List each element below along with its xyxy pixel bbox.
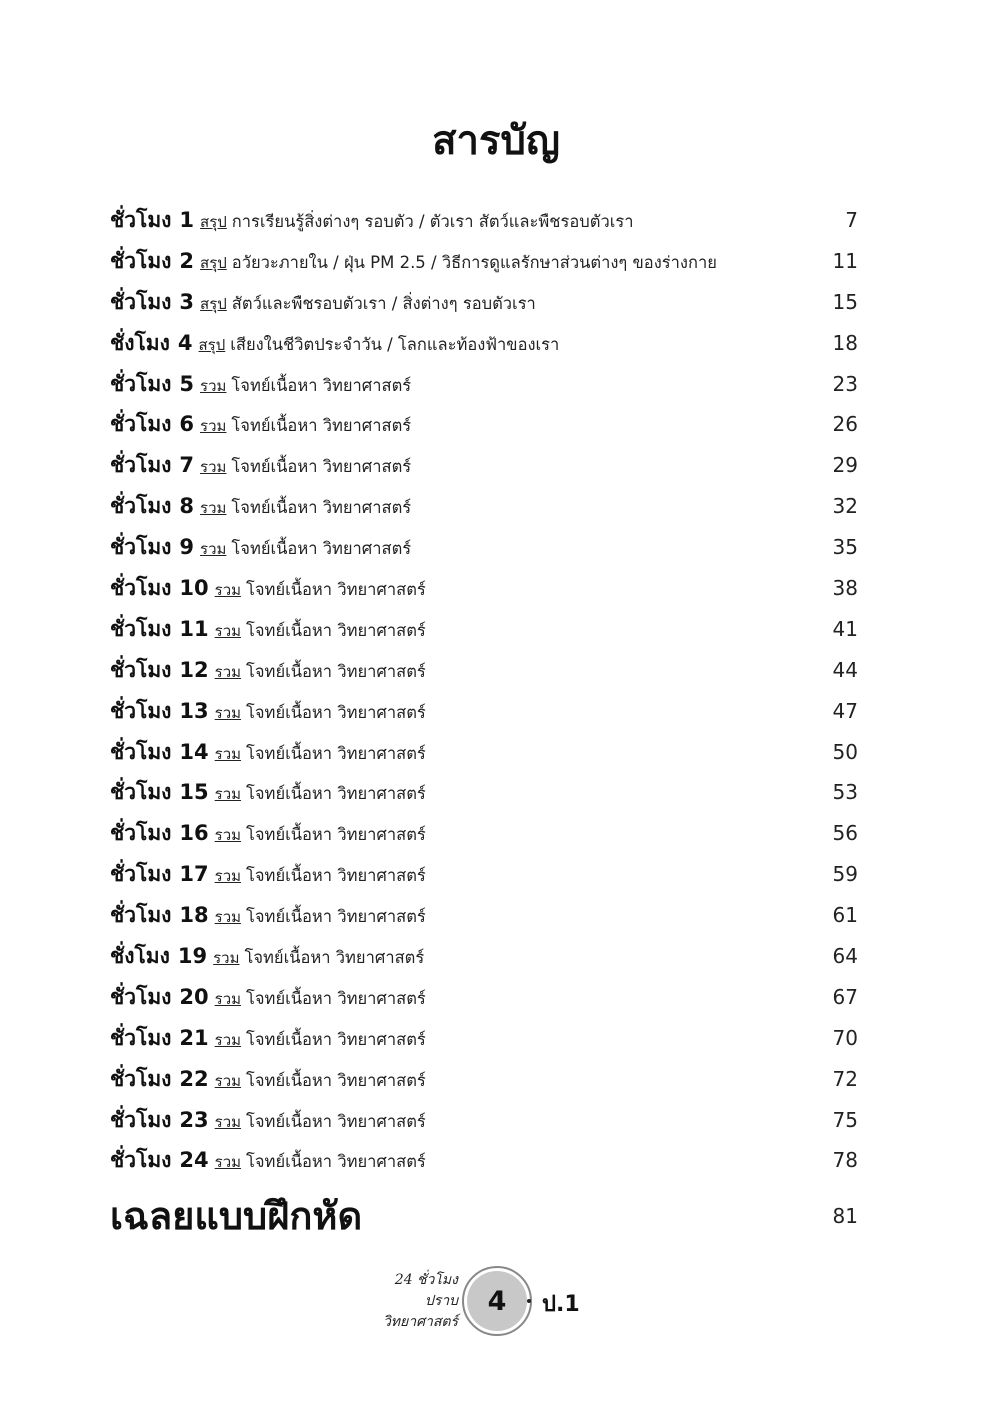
toc-entry-topic: อวัยวะภายใน / ฝุ่น PM 2.5 / วิธีการดูแลรักษาส่วนต่างๆ ของร่างกาย [231, 252, 717, 272]
toc-entry-type: รวม [214, 826, 242, 845]
toc-hour-number: 5 [179, 371, 195, 396]
toc-hour-number: 1 [179, 208, 195, 232]
toc-entry[interactable] [110, 813, 858, 854]
toc-entry-type: รวม [200, 540, 227, 559]
toc-hour-label: ชั่วโมง [110, 1148, 172, 1173]
toc-entry[interactable] [110, 1100, 858, 1141]
toc-hour-label: ชั่วโมง [110, 535, 172, 560]
page-number: 4 [467, 1271, 527, 1331]
toc-entry[interactable] [110, 854, 858, 895]
toc-entry-type: สรุป [200, 213, 227, 231]
toc-page-number: 56 [832, 821, 858, 846]
grade-label: ป.1 [542, 1292, 580, 1317]
toc-entry-type: รวม [214, 1071, 242, 1090]
toc-entry-topic: โจทย์เนื้อหา วิทยาศาสตร์ [231, 457, 412, 477]
table-of-contents [110, 200, 858, 1181]
toc-page-number: 11 [832, 248, 858, 273]
toc-entry-type: รวม [214, 1112, 242, 1131]
toc-entry[interactable] [110, 445, 858, 486]
toc-hour-number: 2 [179, 248, 195, 273]
toc-page-number: 75 [832, 1107, 858, 1132]
toc-hour-label: ชั่วโมง [110, 862, 172, 887]
toc-entry[interactable] [110, 404, 858, 445]
toc-page-number: 50 [832, 739, 858, 764]
toc-entry-topic: โจทย์เนื้อหา วิทยาศาสตร์ [244, 948, 425, 968]
footer-book-line: วิทยาศาสตร์ [382, 1314, 458, 1330]
toc-entry-topic: โจทย์เนื้อหา วิทยาศาสตร์ [246, 620, 426, 640]
toc-hour-number: 15 [179, 780, 209, 805]
toc-page-number: 64 [832, 944, 858, 969]
toc-entry[interactable] [110, 1059, 858, 1100]
footer-book-line: ปราบ [424, 1293, 458, 1309]
answer-key-entry[interactable] [110, 1188, 858, 1248]
toc-hour-number: 18 [179, 903, 209, 928]
toc-hour-number: 17 [179, 862, 209, 887]
toc-page-number: 53 [832, 780, 858, 805]
toc-entry-topic: โจทย์เนื้อหา วิทยาศาสตร์ [246, 825, 426, 845]
toc-entry[interactable] [110, 1140, 858, 1181]
toc-page-number: 32 [832, 494, 858, 519]
toc-hour-label: ชั่งโมง [110, 944, 170, 969]
answer-key-page-number: 81 [832, 1204, 858, 1228]
toc-entry-topic: โจทย์เนื้อหา วิทยาศาสตร์ [246, 1029, 426, 1049]
toc-entry-topic: โจทย์เนื้อหา วิทยาศาสตร์ [246, 743, 426, 763]
toc-hour-label: ชั่วโมง [110, 780, 172, 805]
toc-entry-type: สรุป [198, 335, 226, 354]
toc-hour-number: 16 [179, 821, 209, 846]
toc-hour-number: 19 [177, 944, 208, 969]
toc-entry-type: รวม [214, 744, 242, 763]
toc-hour-label: ชั่วโมง [110, 576, 172, 601]
toc-hour-number: 21 [179, 1025, 209, 1050]
toc-hour-number: 23 [179, 1107, 209, 1132]
toc-hour-number: 9 [179, 535, 195, 560]
toc-hour-label: ชั่วโมง [110, 289, 172, 314]
toc-entry[interactable] [110, 282, 858, 323]
toc-hour-label: ชั่วโมง [110, 248, 172, 273]
toc-page-number: 41 [832, 616, 858, 641]
toc-entry[interactable] [110, 1018, 858, 1059]
page-number-badge [462, 1266, 532, 1336]
toc-entry-type: รวม [200, 417, 227, 436]
toc-entry-type: รวม [214, 1153, 242, 1172]
toc-hour-label: ชั่วโมง [110, 1107, 172, 1132]
toc-entry-topic: โจทย์เนื้อหา วิทยาศาสตร์ [231, 416, 412, 436]
toc-hour-number: 14 [179, 739, 209, 764]
toc-entry-topic: โจทย์เนื้อหา วิทยาศาสตร์ [231, 498, 412, 518]
toc-hour-label: ชั่วโมง [110, 208, 172, 232]
toc-hour-label: ชั่วโมง [110, 903, 172, 928]
toc-page-number: 15 [832, 289, 858, 314]
footer-dot [527, 1299, 531, 1303]
toc-hour-label: ชั่วโมง [110, 371, 172, 396]
toc-hour-label: ชั่วโมง [110, 984, 172, 1009]
toc-hour-number: 7 [179, 453, 195, 478]
toc-entry[interactable] [110, 936, 858, 977]
toc-entry-type: รวม [200, 458, 227, 477]
toc-page-number: 26 [832, 412, 858, 437]
toc-entry-topic: เสียงในชีวิตประจำวัน / โลกและท้องฟ้าของเรา [230, 334, 560, 354]
toc-page-number: 35 [832, 535, 858, 560]
toc-hour-label: ชั่วโมง [110, 1066, 172, 1091]
toc-entry-type: รวม [213, 949, 240, 968]
toc-entry[interactable] [110, 241, 858, 282]
toc-entry-type: รวม [200, 499, 227, 518]
toc-page-number: 61 [832, 903, 858, 928]
toc-entry[interactable] [110, 323, 858, 364]
toc-entry-type: รวม [214, 662, 242, 681]
toc-hour-label: ชั่วโมง [110, 453, 172, 478]
page-title: สารบัญ [432, 118, 560, 164]
toc-entry-topic: โจทย์เนื้อหา วิทยาศาสตร์ [246, 784, 426, 804]
toc-hour-number: 10 [179, 576, 209, 601]
toc-page-number: 72 [832, 1066, 858, 1091]
toc-hour-label: ชั่วโมง [110, 698, 172, 723]
footer-book-line: 24 ชั่วโมง [394, 1272, 458, 1288]
toc-entry[interactable] [110, 568, 858, 609]
toc-page-number: 59 [832, 862, 858, 887]
toc-hour-number: 12 [179, 657, 209, 682]
toc-entry-topic: โจทย์เนื้อหา วิทยาศาสตร์ [246, 1070, 426, 1090]
toc-entry-type: รวม [214, 989, 242, 1008]
toc-hour-number: 13 [179, 698, 209, 723]
toc-hour-number: 11 [179, 616, 209, 641]
answer-key-label: เฉลยแบบฝึกหัด [110, 1194, 363, 1238]
toc-entry-type: รวม [214, 867, 242, 886]
toc-entry[interactable] [110, 527, 858, 568]
toc-entry[interactable] [110, 732, 858, 773]
toc-page-number: 70 [832, 1025, 858, 1050]
toc-entry-topic: โจทย์เนื้อหา วิทยาศาสตร์ [246, 907, 426, 927]
toc-page-number: 7 [845, 208, 858, 232]
toc-entry-type: สรุป [200, 253, 227, 272]
toc-entry-topic: โจทย์เนื้อหา วิทยาศาสตร์ [246, 988, 426, 1008]
toc-hour-number: 3 [179, 289, 195, 314]
toc-entry[interactable] [110, 200, 858, 241]
toc-entry[interactable] [110, 691, 858, 732]
toc-page-number: 29 [832, 453, 858, 478]
toc-entry[interactable] [110, 486, 858, 527]
footer-book-title [370, 1270, 458, 1333]
toc-entry-topic: โจทย์เนื้อหา วิทยาศาสตร์ [246, 661, 426, 681]
toc-entry-type: รวม [214, 1030, 242, 1049]
toc-entry-topic: การเรียนรู้สิ่งต่างๆ รอบตัว / ตัวเรา สัตว์และพืชรอบตัวเรา [231, 212, 634, 231]
toc-entry[interactable] [110, 977, 858, 1018]
toc-page-number: 47 [832, 698, 858, 723]
toc-hour-label: ชั่วโมง [110, 412, 172, 437]
toc-entry-type: รวม [214, 908, 242, 927]
toc-hour-number: 6 [179, 412, 195, 437]
toc-page-number: 18 [832, 330, 858, 355]
toc-hour-number: 24 [179, 1148, 209, 1173]
toc-entry-type: รวม [200, 376, 227, 395]
toc-page-number: 23 [832, 371, 858, 396]
toc-hour-label: ชั่วโมง [110, 657, 172, 682]
toc-entry-topic: โจทย์เนื้อหา วิทยาศาสตร์ [246, 702, 426, 722]
toc-hour-label: ชั่งโมง [110, 330, 170, 355]
toc-hour-label: ชั่วโมง [110, 616, 172, 641]
toc-entry[interactable] [110, 364, 858, 405]
toc-entry[interactable] [110, 772, 858, 813]
toc-entry-topic: โจทย์เนื้อหา วิทยาศาสตร์ [231, 539, 412, 559]
toc-entry-type: สรุป [200, 294, 227, 313]
toc-entry-type: รวม [214, 703, 242, 722]
toc-hour-label: ชั่วโมง [110, 1025, 172, 1050]
toc-entry[interactable] [110, 650, 858, 691]
toc-entry-type: รวม [214, 785, 242, 804]
toc-page-number: 67 [832, 984, 858, 1009]
toc-page-number: 78 [832, 1148, 858, 1173]
toc-hour-label: ชั่วโมง [110, 739, 172, 764]
toc-entry-topic: โจทย์เนื้อหา วิทยาศาสตร์ [231, 375, 412, 395]
toc-page-number: 44 [832, 657, 858, 682]
toc-hour-label: ชั่วโมง [110, 821, 172, 846]
toc-hour-number: 4 [177, 330, 193, 355]
toc-entry-topic: โจทย์เนื้อหา วิทยาศาสตร์ [246, 866, 426, 886]
toc-hour-number: 22 [179, 1066, 209, 1091]
toc-hour-number: 8 [179, 494, 195, 519]
toc-entry-type: รวม [214, 581, 242, 600]
toc-hour-label: ชั่วโมง [110, 494, 172, 519]
toc-entry[interactable] [110, 895, 858, 936]
toc-entry-type: รวม [214, 621, 242, 640]
toc-entry[interactable] [110, 609, 858, 650]
toc-page-number: 38 [832, 576, 858, 601]
toc-entry-topic: โจทย์เนื้อหา วิทยาศาสตร์ [246, 1152, 426, 1172]
toc-entry-topic: โจทย์เนื้อหา วิทยาศาสตร์ [246, 580, 426, 600]
toc-entry-topic: สัตว์และพืชรอบตัวเรา / สิ่งต่างๆ รอบตัวเรา [231, 293, 536, 313]
toc-hour-number: 20 [179, 984, 209, 1009]
toc-entry-topic: โจทย์เนื้อหา วิทยาศาสตร์ [246, 1111, 426, 1131]
